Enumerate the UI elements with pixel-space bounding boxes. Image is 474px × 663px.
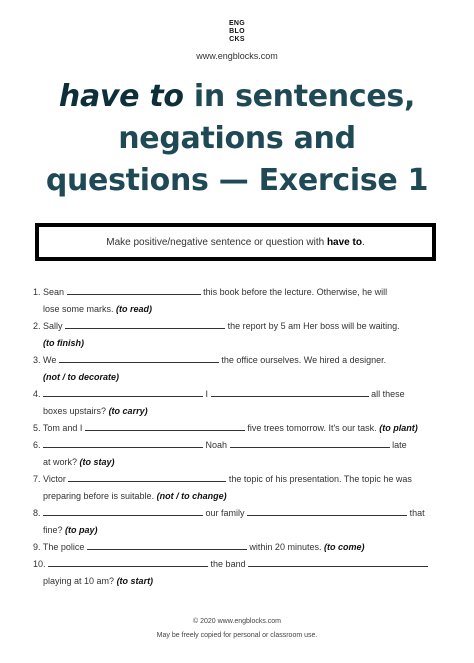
exercise-6: [33, 437, 438, 454]
exercise-2-cont: [33, 335, 438, 352]
exercise-8-cont: [33, 522, 438, 539]
answer-blank[interactable]: [65, 319, 225, 329]
ex-text: fine?: [43, 525, 63, 535]
title-line-2: negations and: [118, 121, 356, 156]
exercise-4: [33, 386, 438, 403]
logo-line-1: ENG: [228, 20, 246, 27]
ex-number: 4.: [33, 389, 41, 399]
logo-line-3: CKS: [229, 36, 245, 43]
instruction-lead: Make positive/negative sentence or question with: [106, 236, 327, 248]
instruction-bold: have to: [326, 236, 362, 248]
ex-number: 3.: [33, 355, 41, 365]
title-rest: in sentences,: [183, 79, 416, 114]
ex-text: Sean: [43, 287, 65, 297]
ex-text: lose some marks.: [43, 304, 114, 314]
verb-hint: (to plant): [379, 423, 418, 433]
exercise-3-cont: [33, 369, 438, 386]
ex-text: the office ourselves. We hired a designer.: [221, 355, 387, 365]
exercise-9: [33, 539, 438, 556]
ex-text: preparing before is suitable.: [43, 491, 155, 501]
ex-text: Sally: [43, 321, 63, 331]
instruction-box: [35, 223, 436, 261]
answer-blank[interactable]: [68, 472, 226, 482]
ex-text: all these: [371, 389, 405, 399]
page-title: [20, 76, 454, 202]
logo-line-2: BLO: [229, 28, 245, 35]
answer-blank[interactable]: [247, 506, 407, 516]
exercise-5: [33, 420, 438, 437]
ex-text: the band: [210, 559, 246, 569]
ex-text: late: [392, 440, 407, 450]
site-url[interactable]: www.engblocks.com: [196, 51, 278, 61]
engblocks-logo: [224, 20, 250, 46]
exercise-8: [33, 505, 438, 522]
exercise-list: [33, 284, 438, 590]
ex-text: that: [409, 508, 425, 518]
instruction-text: [106, 237, 364, 248]
ex-text: boxes upstairs?: [43, 406, 107, 416]
title-line-3: questions — Exercise 1: [45, 163, 429, 198]
verb-hint: (not / to decorate): [43, 372, 119, 382]
ex-text: within 20 minutes.: [249, 542, 322, 552]
verb-hint: (to come): [323, 542, 365, 552]
ex-number: 8.: [33, 508, 41, 518]
ex-text: We: [43, 355, 57, 365]
instruction-end: .: [361, 236, 365, 248]
ex-number: 10.: [33, 559, 46, 569]
ex-number: 7.: [33, 474, 41, 484]
exercise-2: [33, 318, 438, 335]
answer-blank[interactable]: [43, 438, 203, 448]
exercise-4-cont: [33, 403, 438, 420]
verb-hint: (to stay): [79, 457, 115, 467]
ex-text: the topic of his presentation. The topic he was: [228, 474, 412, 484]
verb-hint: (to start): [116, 576, 154, 586]
title-emphasis: have to: [58, 79, 184, 114]
verb-hint: (not / to change): [156, 491, 227, 501]
answer-blank[interactable]: [43, 387, 203, 397]
answer-blank[interactable]: [43, 506, 203, 516]
exercise-7-cont: [33, 488, 438, 505]
exercise-10-cont: [33, 573, 438, 590]
footer-copyright: © 2020 www.engblocks.com: [192, 618, 282, 625]
ex-text: playing at 10 am?: [43, 576, 115, 586]
answer-blank[interactable]: [48, 557, 208, 567]
ex-text: I: [205, 389, 209, 399]
verb-hint: (to finish): [43, 338, 84, 348]
exercise-6-cont: [33, 454, 438, 471]
answer-blank[interactable]: [85, 421, 245, 431]
verb-hint: (to read): [116, 304, 153, 314]
ex-number: 6.: [33, 440, 41, 450]
ex-text: Tom and I: [42, 423, 83, 433]
ex-text: five trees tomorrow. It's our task.: [247, 423, 377, 433]
exercise-7: [33, 471, 438, 488]
ex-number: 1.: [33, 287, 41, 297]
exercise-1: [33, 284, 438, 301]
ex-number: 9.: [33, 542, 41, 552]
ex-text: this book before the lecture. Otherwise, he will: [203, 287, 388, 297]
ex-text: Noah: [205, 440, 228, 450]
answer-blank[interactable]: [211, 387, 369, 397]
ex-text: The police: [42, 542, 85, 552]
exercise-10: [33, 556, 438, 573]
ex-number: 5.: [33, 423, 41, 433]
ex-text: Victor: [43, 474, 66, 484]
answer-blank[interactable]: [67, 285, 201, 295]
verb-hint: (to carry): [108, 406, 148, 416]
ex-number: 2.: [33, 321, 41, 331]
answer-blank[interactable]: [59, 353, 219, 363]
exercise-3: [33, 352, 438, 369]
answer-blank[interactable]: [87, 540, 247, 550]
ex-text: our family: [205, 508, 245, 518]
answer-blank[interactable]: [230, 438, 390, 448]
title-line-1: [20, 76, 454, 118]
ex-text: the report by 5 am Her boss will be waiting.: [227, 321, 400, 331]
ex-text: at work?: [43, 457, 78, 467]
answer-blank[interactable]: [248, 557, 428, 567]
footer-note: May be freely copied for personal or classroom use.: [156, 632, 318, 639]
exercise-1-cont: [33, 301, 438, 318]
verb-hint: (to pay): [65, 525, 98, 535]
